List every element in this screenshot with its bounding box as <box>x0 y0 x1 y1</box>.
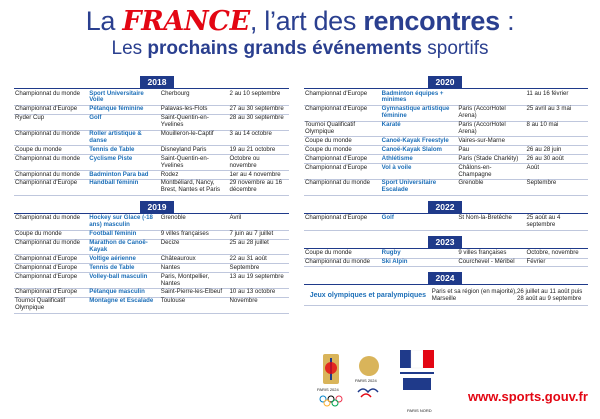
event-type: Championnat d'Europe <box>304 215 381 230</box>
event-type: Championnat d'Europe <box>14 255 88 264</box>
event-row <box>304 137 588 146</box>
event-row-jo-2024 <box>304 286 588 306</box>
event-place: Pau <box>457 146 525 155</box>
event-place: Montbéliard, Nancy, Brest, Nantes et Paris <box>160 179 229 195</box>
events-table-2022 <box>304 215 588 231</box>
event-place <box>457 90 525 105</box>
event-sport: Sport Universitaire Escalade <box>381 179 458 195</box>
event-row <box>14 230 289 239</box>
event-place: Palavas-les-Flots <box>160 105 229 114</box>
page-subtitle: Les prochains grands événements sportifs <box>111 38 489 59</box>
event-type: Championnat du monde <box>14 215 88 230</box>
title-france: FRANCE <box>122 6 250 37</box>
events-table-2020 <box>304 90 588 196</box>
event-type: Tournoi Qualificatif Olympique <box>304 121 381 137</box>
paris-2024-paralympic-logo <box>352 352 386 402</box>
event-place: Cherbourg <box>160 90 229 105</box>
event-type: Championnat d'Europe <box>14 105 88 114</box>
event-sport: Vol à voile <box>381 164 458 180</box>
event-type: Coupe du monde <box>14 230 88 239</box>
event-dates: 8 au 10 mai <box>526 121 589 137</box>
event-sport: Tennis de Table <box>88 146 160 155</box>
event-dates: 25 avril au 3 mai <box>526 105 589 121</box>
event-dates: 25 août au 4 septembre <box>526 215 589 230</box>
event-place: Paris (AccorHotel Arena) <box>457 105 525 121</box>
event-dates: Septembre <box>526 179 589 195</box>
event-dates: 1er au 4 novembre <box>229 171 290 180</box>
event-place: Saint-Quentin-en-Yvelines <box>160 114 229 130</box>
event-row <box>14 114 289 130</box>
event-type: Championnat du monde <box>304 258 381 267</box>
event-type: Championnat d'Europe <box>14 264 88 273</box>
year-header-2018: 2018 <box>14 76 289 89</box>
event-sport: Golf <box>88 114 160 130</box>
event-dates: Février <box>526 258 589 267</box>
event-sport: Cyclisme Piste <box>88 155 160 171</box>
event-place: 9 villes françaises <box>457 250 525 258</box>
event-dates: Octobre ou novembre <box>229 155 290 171</box>
left-column <box>14 76 289 314</box>
event-row <box>304 250 588 258</box>
ministere-logo <box>400 350 434 406</box>
event-sport: Montagne et Escalade <box>88 297 160 313</box>
event-row <box>304 105 588 121</box>
event-type: Championnat d'Europe <box>304 164 381 180</box>
event-jo-place: Paris et sa région (en majorité), Marseille <box>431 288 517 303</box>
event-dates: Août <box>526 164 589 180</box>
event-sport: Sport Universitaire Voile <box>88 90 160 105</box>
event-sport: Football féminin <box>88 230 160 239</box>
event-row <box>304 215 588 230</box>
page-title: La FRANCE, l’art des rencontres : <box>85 6 515 37</box>
event-place: Mouilleron-le-Captif <box>160 130 229 146</box>
right-column <box>304 76 588 306</box>
event-dates: 26 au 30 août <box>526 155 589 164</box>
event-dates: 10 au 13 octobre <box>229 288 290 297</box>
event-dates <box>526 137 589 146</box>
event-dates: 19 au 21 octobre <box>229 146 290 155</box>
event-type: Coupe du monde <box>304 137 381 146</box>
event-row <box>304 90 588 105</box>
event-sport: Athlétisme <box>381 155 458 164</box>
event-row <box>14 146 289 155</box>
event-dates: 7 juin au 7 juillet <box>229 230 290 239</box>
event-type: Championnat du monde <box>14 90 88 105</box>
event-place: Saint-Pierre-les-Elbeuf <box>160 288 229 297</box>
event-type: Championnat du monde <box>14 239 88 255</box>
event-type: Tournoi Qualificatif Olympique <box>14 297 88 313</box>
event-type: Coupe du monde <box>304 250 381 258</box>
event-dates: Octobre, novembre <box>526 250 589 258</box>
event-dates: 26 au 28 juin <box>526 146 589 155</box>
event-place: Grenoble <box>160 215 229 230</box>
event-dates: 13 au 19 septembre <box>229 273 290 289</box>
events-table-2023 <box>304 250 588 268</box>
event-row <box>14 179 289 195</box>
event-type: Championnat du monde <box>304 179 381 195</box>
event-type: Ryder Cup <box>14 114 88 130</box>
event-dates: 28 au 30 septembre <box>229 114 290 130</box>
event-place: Nantes <box>160 264 229 273</box>
event-type: Championnat d'Europe <box>304 90 381 105</box>
events-table-2019 <box>14 215 289 314</box>
event-place: Rodez <box>160 171 229 180</box>
event-row <box>14 239 289 255</box>
event-dates: Septembre <box>229 264 290 273</box>
event-row <box>14 105 289 114</box>
event-jo-dates: 26 juillet au 11 août puis 28 août au 9 septembre <box>516 288 583 303</box>
event-type: Championnat du monde <box>14 130 88 146</box>
event-dates: 22 au 31 août <box>229 255 290 264</box>
event-row <box>304 155 588 164</box>
event-dates: Novembre <box>229 297 290 313</box>
event-place: Paris (AccorHotel Arena) <box>457 121 525 137</box>
event-place: Toulouse <box>160 297 229 313</box>
year-header-2019: 2019 <box>14 201 289 214</box>
event-sport: Canoë-Kayak Slalom <box>381 146 458 155</box>
event-row <box>14 130 289 146</box>
event-place: Grenoble <box>457 179 525 195</box>
event-type: Championnat du monde <box>14 155 88 171</box>
event-place: Paris (Stade Charléty) <box>457 155 525 164</box>
event-type: Coupe du monde <box>304 146 381 155</box>
event-place: Châlons-en-Champagne <box>457 164 525 180</box>
event-type: Championnat d'Europe <box>304 105 381 121</box>
event-sport: Volley-ball masculin <box>88 273 160 289</box>
event-row <box>304 121 588 137</box>
event-row <box>14 297 289 313</box>
event-sport: Canoë-Kayak Freestyle <box>381 137 458 146</box>
event-type: Coupe du monde <box>14 146 88 155</box>
event-row <box>14 273 289 289</box>
event-place: Disneyland Paris <box>160 146 229 155</box>
event-place: Saint-Quentin-en-Yvelines <box>160 155 229 171</box>
events-table-2018 <box>14 90 289 196</box>
event-sport: Tennis de Table <box>88 264 160 273</box>
event-sport: Gymnastique artistique féminine <box>381 105 458 121</box>
event-sport: Pétanque masculin <box>88 288 160 297</box>
event-sport: Golf <box>381 215 458 230</box>
event-row <box>304 179 588 195</box>
event-sport: Marathon de Canoë-Kayak <box>88 239 160 255</box>
event-place: Courchevel - Méribel <box>457 258 525 267</box>
event-row <box>14 288 289 297</box>
event-sport: Voltige aérienne <box>88 255 160 264</box>
website-link[interactable]: www.sports.gouv.fr <box>468 389 588 404</box>
event-sport: Badminton équipes + minimes <box>381 90 458 105</box>
event-type: Championnat d'Europe <box>14 179 88 195</box>
event-place: St Nom-la-Bretêche <box>457 215 525 230</box>
event-dates: 27 au 30 septembre <box>229 105 290 114</box>
logo-paris-label-a: PARIS 2024 <box>317 387 339 392</box>
event-jo-title: Jeux olympiques et paralympiques <box>309 292 427 300</box>
event-row <box>14 171 289 180</box>
event-sport: Badminton Para bad <box>88 171 160 180</box>
event-place: Vaires-sur-Marne <box>457 137 525 146</box>
event-type: Championnat d'Europe <box>14 288 88 297</box>
event-dates: 11 au 16 février <box>526 90 589 105</box>
event-row <box>14 215 289 230</box>
event-place: 9 villes françaises <box>160 230 229 239</box>
event-sport: Ski Alpin <box>381 258 458 267</box>
event-row <box>304 258 588 267</box>
logo-ministere-label: PARIS NORD <box>407 408 432 413</box>
event-sport: Karaté <box>381 121 458 137</box>
event-row <box>14 255 289 264</box>
event-dates: 25 au 28 juillet <box>229 239 290 255</box>
year-header-2020: 2020 <box>304 76 588 89</box>
event-type: Championnat d'Europe <box>14 273 88 289</box>
event-row <box>14 90 289 105</box>
event-row <box>304 146 588 155</box>
paris-2024-olympic-logo <box>318 352 344 412</box>
logo-paris-label-b: PARIS 2024 <box>355 378 377 383</box>
event-dates: Avril <box>229 215 290 230</box>
event-place: Paris, Montpellier, Nantes <box>160 273 229 289</box>
event-sport: Handball féminin <box>88 179 160 195</box>
event-place: Decize <box>160 239 229 255</box>
event-dates: 2 au 10 septembre <box>229 90 290 105</box>
event-row <box>14 155 289 171</box>
event-sport: Pétanque féminine <box>88 105 160 114</box>
event-place: Châteauroux <box>160 255 229 264</box>
year-header-2023: 2023 <box>304 236 588 249</box>
year-header-2024: 2024 <box>304 272 588 285</box>
event-type: Championnat d'Europe <box>304 155 381 164</box>
event-dates: 29 novembre au 16 décembre <box>229 179 290 195</box>
event-type: Championnat du monde <box>14 171 88 180</box>
event-dates: 3 au 14 octobre <box>229 130 290 146</box>
event-row <box>14 264 289 273</box>
event-sport: Rugby <box>381 250 458 258</box>
year-header-2022: 2022 <box>304 201 588 214</box>
event-row <box>304 164 588 180</box>
event-sport: Hockey sur Glace (-18 ans) masculin <box>88 215 160 230</box>
event-sport: Roller artistique & danse <box>88 130 160 146</box>
